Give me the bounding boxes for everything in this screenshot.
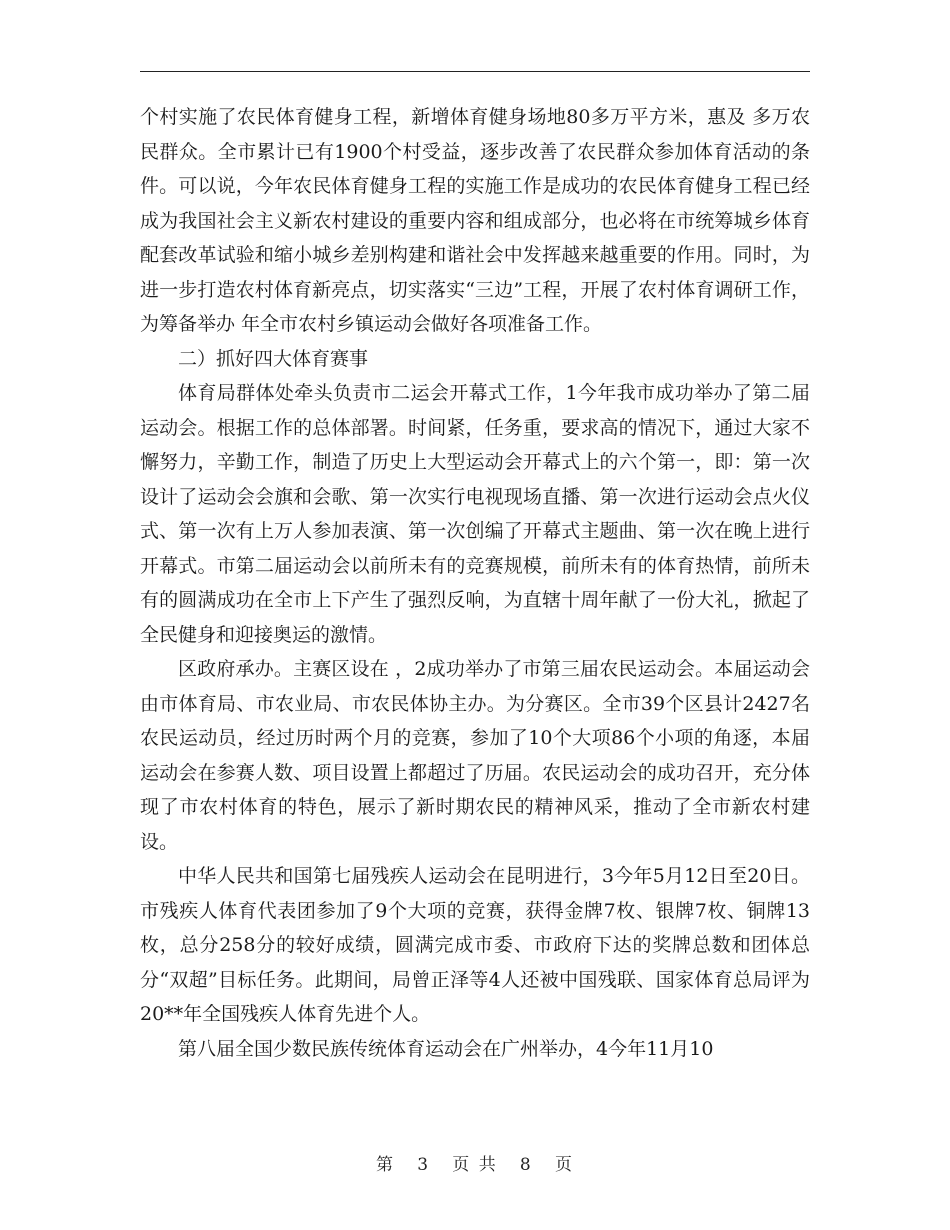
- header-rule: [140, 71, 810, 72]
- paragraph-4: 中华人民共和国第七届残疾人运动会在昆明进行，3今年5月12日至20日。市残疾人体育代表团参加了9个大项的竞赛，获得金牌7枚、银牌7枚、铜牌13枚，总分258分的较好成绩，圆满完成市委、市政府下达的奖牌总数和团体总分“双超”目标任务。此期间，局曾正泽等4人还被中国残联、国家体育总局评为20**年全国残疾人体育先进个人。: [140, 865, 810, 1025]
- paragraph-3: 区政府承办。主赛区设在 ，2成功举办了市第三届农民运动会。本届运动会由市体育局、市农业局、市农民体协主办。为分赛区。全市39个区县计2427名农民运动员，经过历时两个月的竞赛，参加了10个大项86个小项的角逐，本届运动会在参赛人数、项目设置上都超过了历届。农民运动会的成功召开，充分体现了市农村体育的特色，展示了新时期农民的精神风采，推动了全市新农村建设。: [140, 658, 810, 853]
- section-heading: 二）抓好四大体育赛事: [178, 347, 369, 370]
- page-footer: [0, 1150, 950, 1175]
- footer-page-total: 8: [519, 1155, 533, 1175]
- paragraph-5: 第八届全国少数民族传统体育运动会在广州举办，4今年11月10: [178, 1037, 714, 1060]
- footer-prefix: 第: [376, 1155, 396, 1175]
- paragraph-1: 个村实施了农民体育健身工程，新增体育健身场地80多万平方米，惠及 多万农民群众。全市累计已有1900个村受益，逐步改善了农民群众参加体育活动的条件。可以说，今年农民体育健身工程的实施工作是成功的农民体育健身工程已经成为我国社会主义新农村建设的重要内容和组成部分，也必将在市统筹城乡体育配套改革试验和缩小城乡差别构建和谐社会中发挥越来越重要的作用。同时，为进一步打造农村体育新亮点，切实落实“三边”工程，开展了农村体育调研工作，为筹备举办 年全市农村乡镇运动会做好各项准备工作。: [140, 106, 810, 335]
- footer-suffix: 页: [554, 1155, 574, 1175]
- document-body: [140, 100, 810, 1066]
- paragraph-2: 体育局群体处牵头负责市二运会开幕式工作，1今年我市成功举办了第二届运动会。根据工作的总体部署。时间紧，任务重，要求高的情况下，通过大家不懈努力，辛勤工作，制造了历史上大型运动会开幕式上的六个第一，即：第一次设计了运动会会旗和会歌、第一次实行电视现场直播、第一次进行运动会点火仪式、第一次有上万人参加表演、第一次创编了开幕式主题曲、第一次在晚上进行开幕式。市第二届运动会以前所未有的竞赛规模，前所未有的体育热情，前所未有的圆满成功在全市上下产生了强烈反响，为直辖十周年献了一份大礼，掀起了全民健身和迎接奥运的激情。: [140, 382, 810, 646]
- footer-page-number: 3: [417, 1155, 431, 1175]
- footer-mid: 页 共: [452, 1155, 498, 1175]
